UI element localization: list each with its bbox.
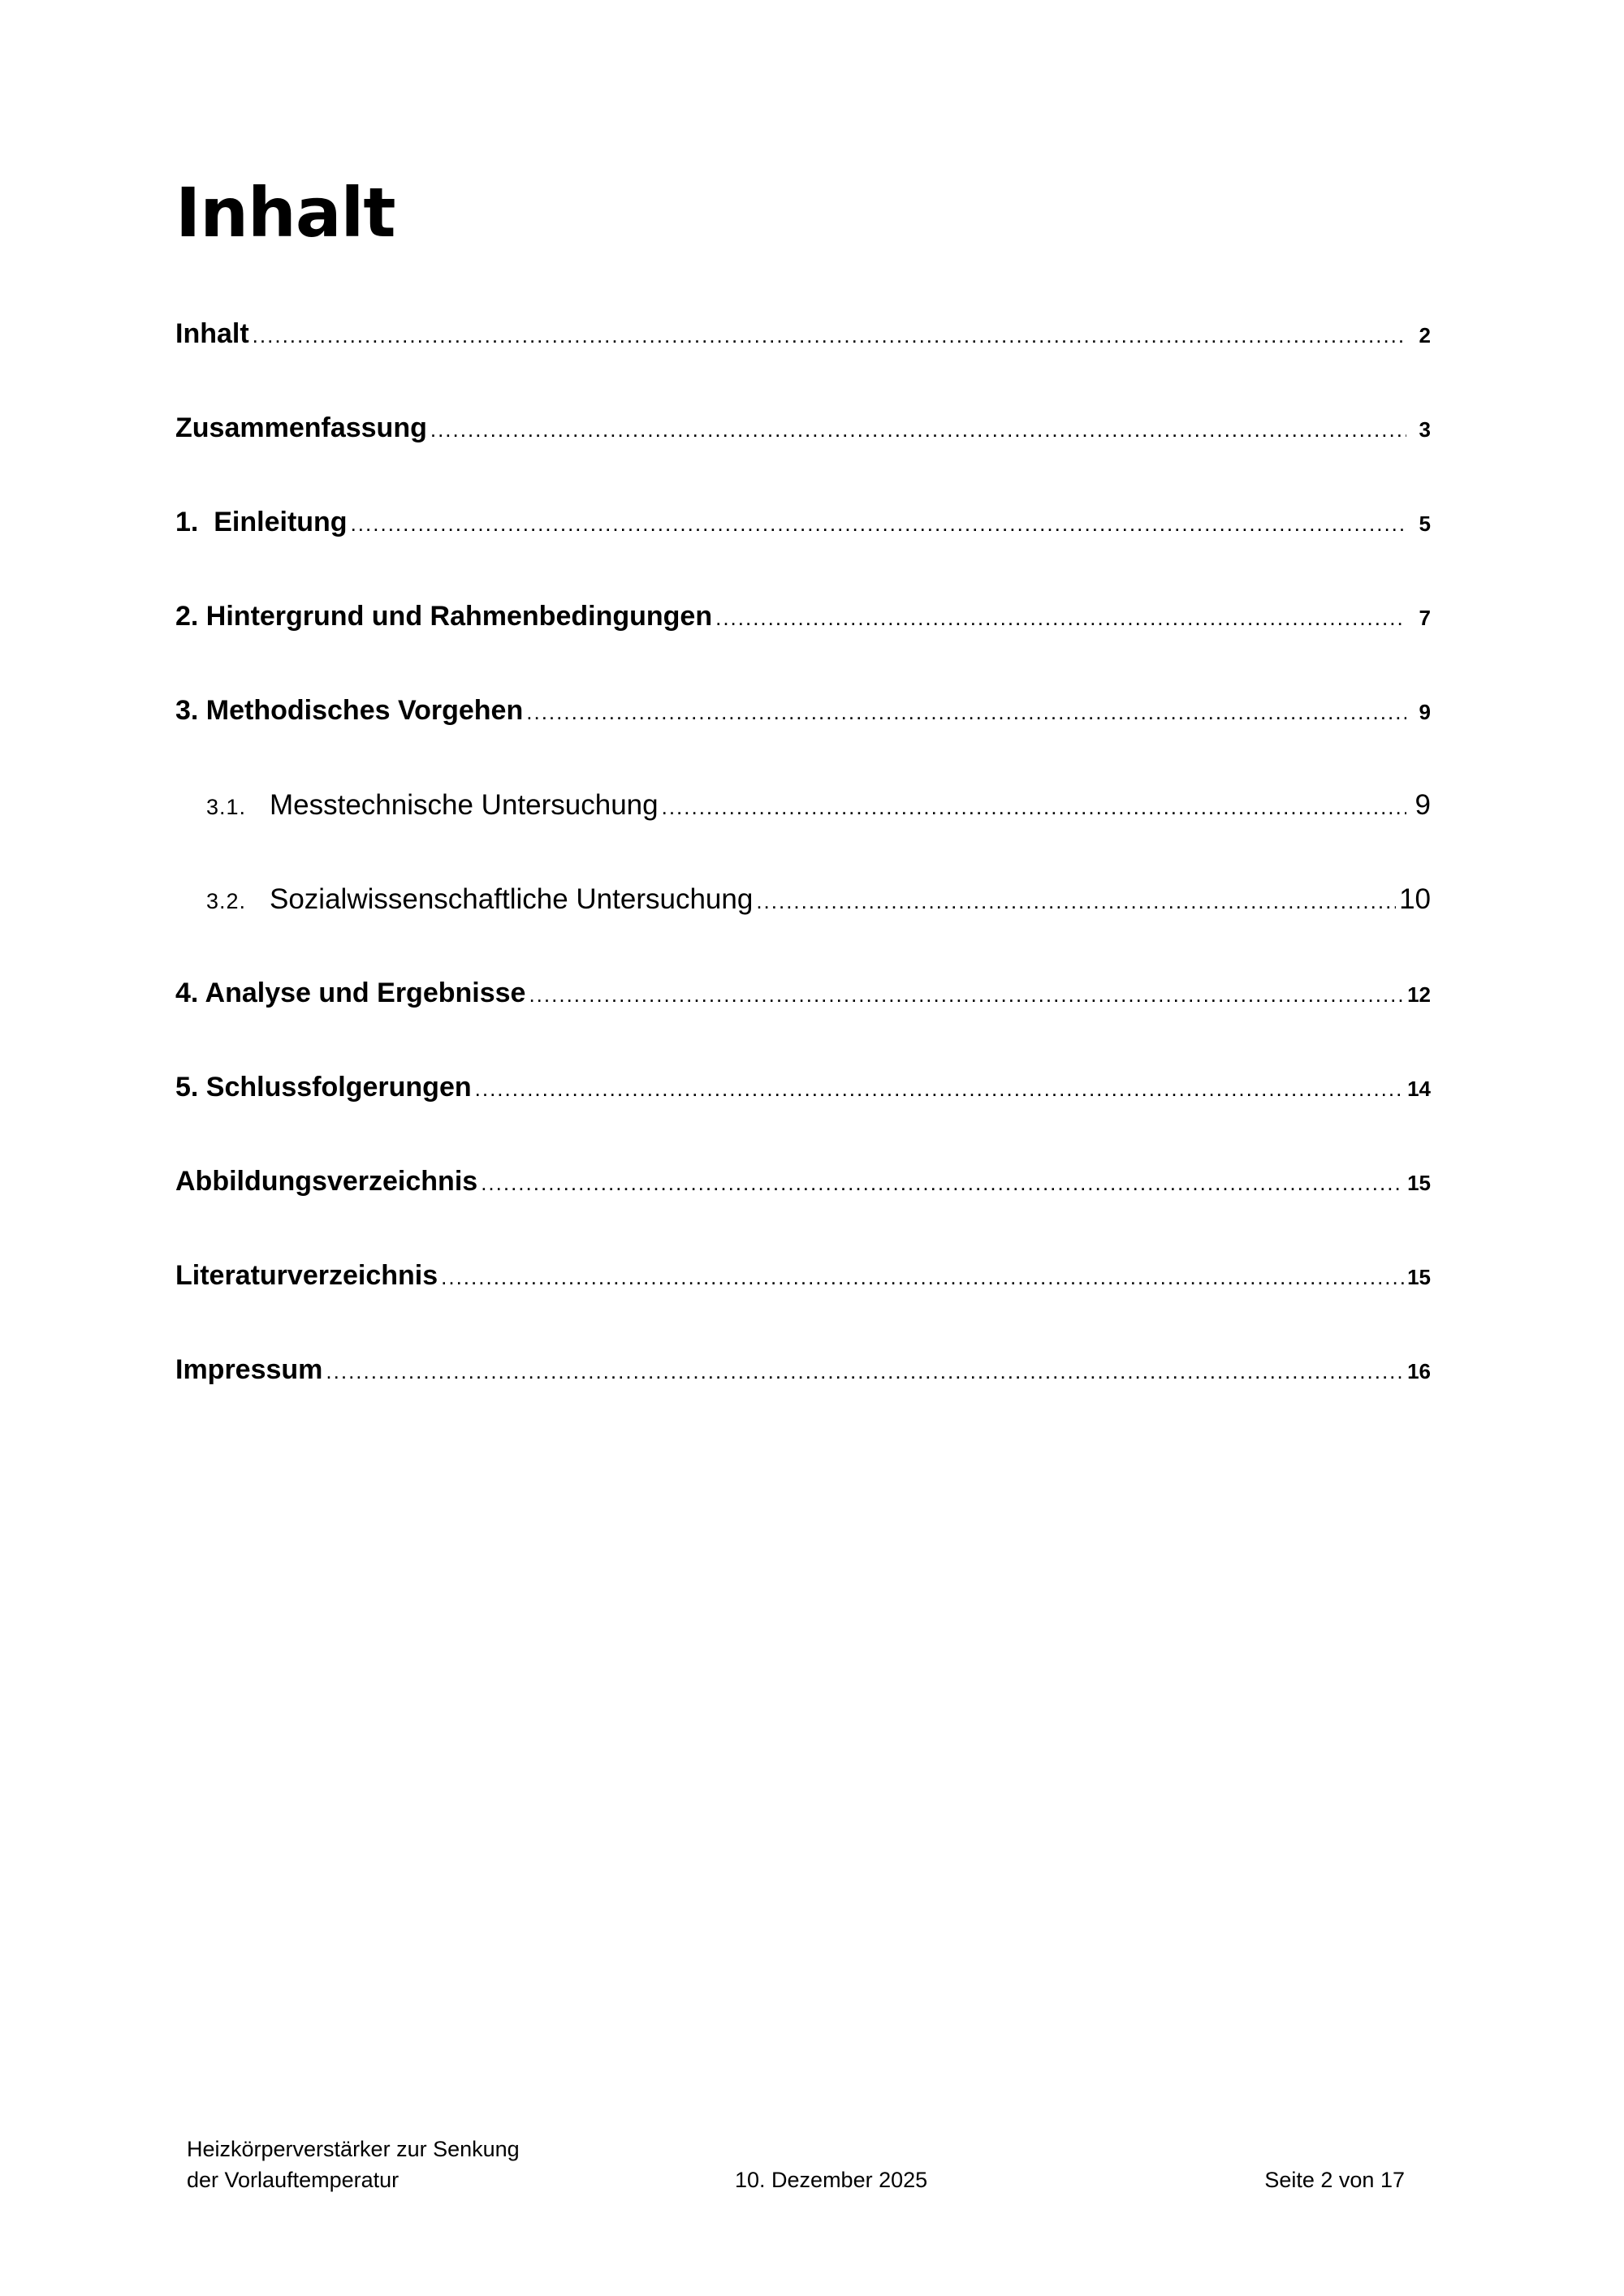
- toc-leader-dots: [526, 700, 1406, 725]
- toc-entry-messtechnische-untersuchung[interactable]: [175, 789, 1431, 830]
- toc-leader-dots: [756, 889, 1396, 914]
- toc-leader-dots: [481, 1171, 1404, 1196]
- toc-entry-page: 2: [1419, 323, 1431, 347]
- toc-leader-dots: [475, 1077, 1404, 1102]
- toc-entry-label: 4. Analyse und Ergebnisse: [175, 978, 526, 1008]
- toc-entry-page: 3: [1419, 417, 1431, 442]
- toc-leader-dots: [351, 511, 1406, 537]
- toc-entry-label: Messtechnische Untersuchung: [270, 789, 659, 821]
- toc-entry-abbildungsverzeichnis[interactable]: [175, 1166, 1431, 1206]
- toc-entry-inhalt[interactable]: [175, 318, 1431, 359]
- toc-entry-literaturverzeichnis[interactable]: [175, 1260, 1431, 1301]
- toc-entry-number: 3.2.: [206, 889, 247, 913]
- footer-title-line-1: Heizkörperverstärker zur Senkung: [187, 2137, 520, 2161]
- toc-entry-schlussfolgerungen[interactable]: [175, 1072, 1431, 1112]
- toc-entry-page: 7: [1419, 606, 1431, 630]
- toc-entry-number: 3.1.: [206, 795, 247, 819]
- toc-entry-page: 9: [1415, 789, 1431, 821]
- toc-leader-dots: [662, 795, 1406, 820]
- page-footer: [187, 2134, 1405, 2207]
- toc-entry-zusammenfassung[interactable]: [175, 412, 1431, 453]
- toc-entry-label: 3. Methodisches Vorgehen: [175, 695, 524, 726]
- toc-leader-dots: [430, 417, 1406, 442]
- toc-entry-page: 10: [1399, 883, 1431, 915]
- toc-leader-dots: [529, 982, 1404, 1008]
- toc-entry-sozialwissenschaftliche-untersuchung[interactable]: [175, 883, 1431, 924]
- toc-entry-page: 12: [1407, 982, 1431, 1007]
- toc-entry-label: Zusammenfassung: [175, 412, 427, 443]
- toc-entry-hintergrund[interactable]: [175, 601, 1431, 641]
- toc-entry-label: Literaturverzeichnis: [175, 1260, 438, 1291]
- toc-entry-page: 14: [1407, 1077, 1431, 1101]
- toc-entry-page: 15: [1407, 1171, 1431, 1195]
- toc-entry-label: 2. Hintergrund und Rahmenbedingungen: [175, 601, 713, 632]
- toc-leader-dots: [715, 606, 1406, 631]
- toc-entry-page: 15: [1407, 1265, 1431, 1289]
- footer-page-number: Seite 2 von 17: [1264, 2168, 1405, 2192]
- toc-entry-einleitung[interactable]: [175, 507, 1431, 547]
- toc-leader-dots: [326, 1359, 1404, 1384]
- toc-entry-methodisches-vorgehen[interactable]: [175, 695, 1431, 736]
- toc-entry-label: Abbildungsverzeichnis: [175, 1166, 478, 1197]
- toc-entry-label: Impressum: [175, 1354, 323, 1385]
- footer-date: 10. Dezember 2025: [735, 2168, 928, 2192]
- toc-leader-dots: [253, 323, 1406, 348]
- page-title: Inhalt: [175, 173, 395, 252]
- toc-entry-label: Sozialwissenschaftliche Untersuchung: [270, 883, 754, 915]
- toc-entry-analyse-ergebnisse[interactable]: [175, 978, 1431, 1018]
- footer-document-title: [187, 2134, 609, 2195]
- toc-entry-page: 16: [1407, 1359, 1431, 1383]
- footer-title-line-2: der Vorlauftemperatur: [187, 2168, 400, 2192]
- toc-entry-page: 5: [1419, 511, 1431, 536]
- toc-entry-impressum[interactable]: [175, 1354, 1431, 1395]
- toc-entry-label: Inhalt: [175, 318, 249, 349]
- toc-entry-label: 1. Einleitung: [175, 507, 348, 537]
- toc-leader-dots: [441, 1265, 1404, 1290]
- toc-entry-label: 5. Schlussfolgerungen: [175, 1072, 472, 1103]
- toc-entry-page: 9: [1419, 700, 1431, 724]
